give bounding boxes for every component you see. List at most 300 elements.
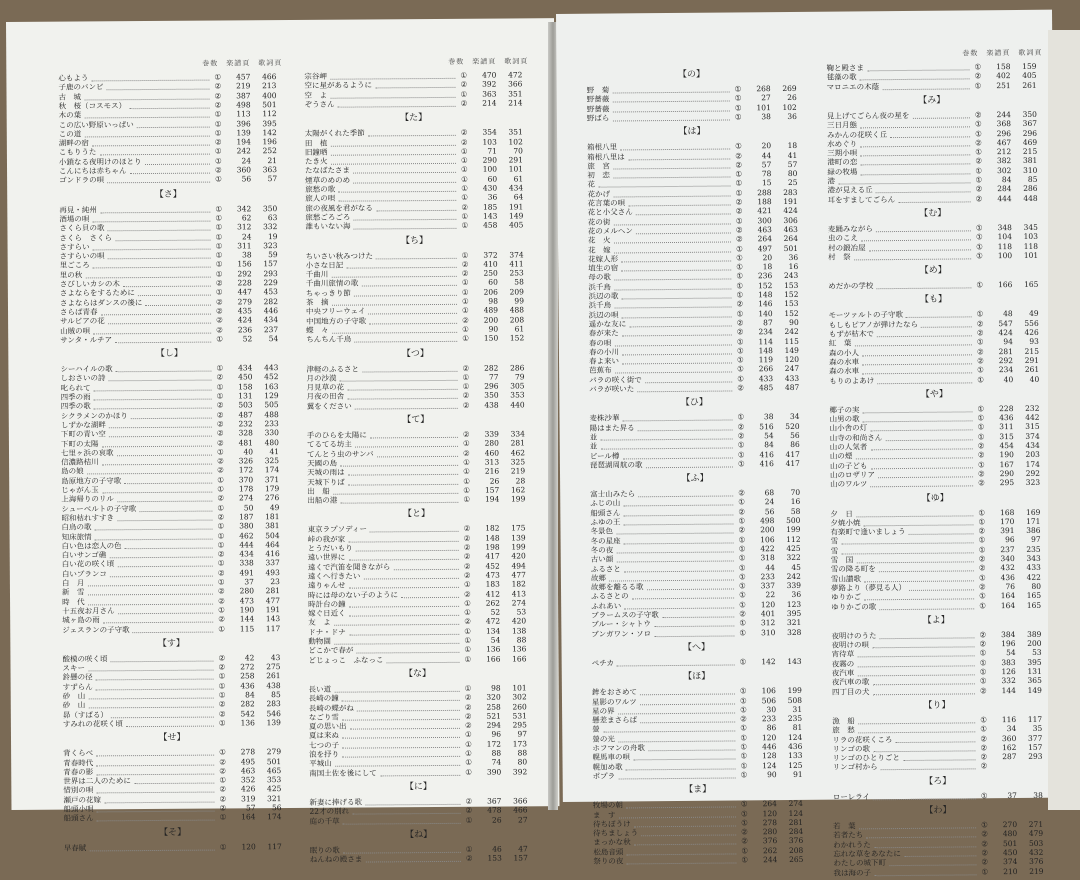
lyrics-page: 54 <box>256 334 278 344</box>
volume-number: ② <box>978 526 985 536</box>
lyrics-page: 310 <box>1015 165 1037 175</box>
volume-number: ② <box>977 347 984 357</box>
score-page: 148 <box>478 533 500 543</box>
leader-dots <box>618 767 735 779</box>
volume-number: ① <box>466 845 473 855</box>
song-title: 叱られて <box>61 383 91 393</box>
song-title: 待ちましょう <box>593 828 638 838</box>
lyrics-page: 152 <box>776 290 798 300</box>
volume-number: ② <box>464 617 471 627</box>
volume-number: ① <box>215 232 222 242</box>
volume-number: ① <box>219 690 226 700</box>
song-title: 森の水車 <box>829 367 859 377</box>
leader-dots <box>97 810 215 822</box>
lyrics-page: 139 <box>504 533 526 543</box>
score-page: 183 <box>478 580 500 590</box>
song-title: シューベルトの子守歌 <box>61 504 136 515</box>
volume-number: ① <box>737 365 744 375</box>
song-title: 瀬戸の花嫁 <box>63 795 101 805</box>
song-title: 待ちぼうけ <box>593 819 631 829</box>
song-title: 遠くで汽笛を聞きながら <box>308 562 391 573</box>
song-title: 鈴懸の径 <box>63 673 93 683</box>
score-page: 57 <box>233 803 255 813</box>
score-page: 98 <box>479 683 501 693</box>
section-heading: 【そ】 <box>64 826 282 840</box>
score-page: 390 <box>479 767 501 777</box>
volume-number: ① <box>741 818 748 828</box>
leader-dots <box>365 851 460 863</box>
lyrics-page: 86 <box>778 440 800 450</box>
song-title: スキー <box>62 664 85 674</box>
volume-number: ① <box>219 718 226 728</box>
song-title: 背くらべ <box>63 749 93 759</box>
volume-number: ② <box>980 743 987 753</box>
score-page: 372 <box>476 250 498 260</box>
volume-number: ① <box>978 517 985 527</box>
section-heading: 【ま】 <box>593 783 803 797</box>
volume-number: ① <box>216 251 223 261</box>
lyrics-page: 479 <box>1021 829 1043 839</box>
song-title: マロニエの木蔭 <box>827 82 880 92</box>
volume-number: ② <box>464 589 471 599</box>
song-title: サンタ・ルチア <box>60 335 112 345</box>
lyrics-page: 61 <box>501 174 523 184</box>
song-title: 麦踊みながら <box>828 224 873 234</box>
song-title: わかれうた <box>833 840 871 850</box>
song-title: 白 月 <box>62 578 85 588</box>
song-title: 長い道 <box>309 685 332 695</box>
volume-number: ② <box>975 72 982 82</box>
score-page: 18 <box>750 262 772 272</box>
leader-dots <box>354 331 457 343</box>
lyrics-page: 434 <box>501 183 523 193</box>
song-title: 天城の雨は <box>307 468 345 478</box>
volume-number: ② <box>738 488 745 498</box>
score-page: 200 <box>476 315 498 325</box>
lyrics-page: 420 <box>504 617 526 627</box>
score-page: 266 <box>751 365 773 375</box>
score-page: 497 <box>750 244 772 254</box>
song-title: 月夜の田舎 <box>307 392 345 402</box>
song-title: 酸模の咲く頃 <box>62 654 107 664</box>
song-title: 野薔薇 <box>587 104 610 114</box>
lyrics-page: 433 <box>1019 563 1041 573</box>
volume-number: ① <box>980 724 987 734</box>
song-title: 夜明けの唄 <box>831 640 869 650</box>
song-title: リラの花咲くころ <box>832 735 892 746</box>
lyrics-page: 124 <box>781 808 803 818</box>
volume-number: ① <box>741 770 748 780</box>
lyrics-page: 269 <box>775 84 797 94</box>
song-title: 故郷 <box>591 573 606 583</box>
score-page: 463 <box>233 766 255 776</box>
volume-number: ① <box>464 645 471 655</box>
lyrics-page: 433 <box>777 374 799 384</box>
section-heading: 【つ】 <box>306 347 524 361</box>
volume-number: ① <box>217 391 224 401</box>
song-title: ふれあい <box>591 601 621 611</box>
score-page: 164 <box>993 601 1015 611</box>
volume-number: ② <box>981 848 988 858</box>
score-page: 367 <box>479 796 501 806</box>
volume-number: ① <box>465 684 472 694</box>
lyrics-page: 162 <box>503 485 525 495</box>
score-page: 450 <box>230 373 252 383</box>
lyrics-page: 80 <box>775 169 797 179</box>
score-page: 232 <box>231 419 253 429</box>
volume-number: ② <box>464 533 471 543</box>
volume-number: ① <box>461 147 468 157</box>
score-page: 433 <box>751 374 773 384</box>
song-title: ブラームスの子守歌 <box>591 610 659 621</box>
section-heading: 【ゆ】 <box>830 491 1040 505</box>
lyrics-page: 45 <box>779 562 801 572</box>
leader-dots <box>873 788 976 800</box>
volume-number: ① <box>735 84 742 94</box>
score-page: 278 <box>233 747 255 757</box>
score-page: 237 <box>993 545 1015 555</box>
volume-number: ① <box>739 619 746 629</box>
volume-number: ② <box>976 194 983 204</box>
lyrics-page: 25 <box>775 178 797 188</box>
song-title: まっかな秋 <box>593 838 631 848</box>
volume-number: ① <box>219 748 226 758</box>
volume-number: ② <box>219 757 226 767</box>
lyrics-page: 16 <box>778 497 800 507</box>
volume-number: ② <box>977 319 984 329</box>
section-heading: 【り】 <box>832 699 1042 713</box>
song-title: 花 嫁 <box>588 245 611 255</box>
index-entry <box>307 400 525 412</box>
score-page: 62 <box>229 213 251 223</box>
song-title: 古い顔 <box>591 555 614 565</box>
volume-number: ① <box>218 624 225 634</box>
lyrics-page: 400 <box>254 91 276 101</box>
lyrics-page: 281 <box>503 439 525 449</box>
score-page: 216 <box>477 467 499 477</box>
volume-number: ① <box>217 522 224 532</box>
volume-number: ② <box>217 457 224 467</box>
volume-number: ① <box>218 531 225 541</box>
song-title: ジェスランの子守歌 <box>62 625 129 635</box>
lyrics-page: 199 <box>504 542 526 552</box>
volume-number: ① <box>462 287 469 297</box>
score-page: 288 <box>750 188 772 198</box>
song-title: 夢路より（夢見る人） <box>831 583 906 594</box>
section-heading: 【へ】 <box>591 641 801 655</box>
volume-number: ① <box>979 591 986 601</box>
volume-number: ① <box>741 855 748 865</box>
score-page: 498 <box>752 516 774 526</box>
volume-number: ① <box>735 94 742 104</box>
score-page: 426 <box>233 785 255 795</box>
volume-number: ① <box>735 142 742 152</box>
song-title: 春の小川 <box>589 347 619 357</box>
lyrics-page: 157 <box>256 259 278 269</box>
lyrics-page: 546 <box>259 709 281 719</box>
song-title: 時には母のない子のように <box>308 590 398 601</box>
volume-number: ① <box>462 334 469 344</box>
song-title: 眠りの歌 <box>310 845 340 855</box>
song-title: 手のひらを太陽に <box>307 430 367 440</box>
score-page: 30 <box>754 705 776 715</box>
song-title: 夜明けのうた <box>831 631 876 641</box>
lyrics-page: 282 <box>256 297 278 307</box>
song-title: 空 よ <box>304 90 327 100</box>
lyrics-page: 209 <box>502 287 524 297</box>
lyrics-page: 157 <box>1020 743 1042 753</box>
score-page: 90 <box>755 770 777 780</box>
lyrics-page: 434 <box>1018 441 1040 451</box>
score-page: 244 <box>989 110 1011 120</box>
lyrics-page: 203 <box>1018 450 1040 460</box>
volume-number: ① <box>217 484 224 494</box>
volume-number: ① <box>741 809 748 819</box>
score-page: 450 <box>995 848 1017 858</box>
score-page: 434 <box>230 363 252 373</box>
volume-number: ① <box>215 156 222 166</box>
volume-number: ① <box>218 577 225 587</box>
score-page: 452 <box>478 561 500 571</box>
lyrics-page: 36 <box>775 112 797 122</box>
song-title: 夕 日 <box>830 509 853 519</box>
song-title: 祭りの夜 <box>593 856 623 866</box>
volume-number: ① <box>219 672 226 682</box>
song-title: 昴（すばる） <box>63 710 108 720</box>
score-page: 436 <box>992 413 1014 423</box>
score-page: 134 <box>478 626 500 636</box>
volume-number: ② <box>736 207 743 217</box>
volume-number: ② <box>980 734 987 744</box>
volume-number: ① <box>219 776 226 786</box>
lyrics-page: 424 <box>776 206 798 216</box>
volume-number: ① <box>977 310 984 320</box>
volume-number: ② <box>466 854 473 864</box>
lyrics-page: 70 <box>501 146 523 156</box>
lyrics-page: 36 <box>776 253 798 263</box>
score-page: 190 <box>232 605 254 615</box>
volume-number: ② <box>464 571 471 581</box>
song-title: さくら さくら <box>59 233 112 243</box>
song-title: 山の子ども <box>830 461 868 471</box>
song-title: 世界は二人のために <box>63 776 131 786</box>
song-title: ブルー・シャトウ <box>591 619 651 630</box>
lyrics-page: 440 <box>503 400 525 410</box>
lyrics-page: 261 <box>1017 365 1039 375</box>
lyrics-page: 477 <box>258 596 280 606</box>
volume-number: ② <box>218 663 225 673</box>
score-page: 194 <box>477 495 499 505</box>
song-title: さびしいカシの木 <box>60 279 120 289</box>
lyrics-page: 200 <box>1019 639 1041 649</box>
song-title: 砂 山 <box>63 691 86 701</box>
song-title: 上海帰りのリル <box>61 495 114 505</box>
score-page: 166 <box>478 654 500 664</box>
song-title: 峠の我が家 <box>308 534 346 544</box>
left-page <box>6 18 559 810</box>
lyrics-page: 556 <box>1017 318 1039 328</box>
score-page: 120 <box>754 733 776 743</box>
song-title: 有楽町で逢いましょう <box>830 527 905 538</box>
score-page: 188 <box>750 197 772 207</box>
leader-dots <box>898 191 970 203</box>
lyrics-page: 422 <box>1019 572 1041 582</box>
lyrics-page: 488 <box>257 410 279 420</box>
song-title: ふゆの王 <box>590 517 620 527</box>
volume-number: ① <box>978 432 985 442</box>
song-title: 陽はまた昇る <box>590 423 635 433</box>
volume-number: ② <box>217 419 224 429</box>
lyrics-page: 480 <box>257 438 279 448</box>
lyrics-page: 53 <box>1020 648 1042 658</box>
leader-dots <box>107 172 210 184</box>
score-page: 272 <box>232 662 254 672</box>
song-title: 南国土佐を後にして <box>309 768 377 778</box>
volume-number: ② <box>218 587 225 597</box>
score-page: 90 <box>476 324 498 334</box>
volume-number: ① <box>739 600 746 610</box>
volume-number: ① <box>736 262 743 272</box>
score-page: 206 <box>476 287 498 297</box>
lyrics-page: 79 <box>502 372 524 382</box>
volume-number: ② <box>462 269 469 279</box>
volume-number: ② <box>465 721 472 731</box>
lyrics-page: 175 <box>504 524 526 534</box>
song-title: 友 よ <box>308 618 331 628</box>
lyrics-page: 64 <box>501 193 523 203</box>
lyrics-page: 26 <box>775 93 797 103</box>
score-page: 190 <box>992 450 1014 460</box>
score-page: 444 <box>232 540 254 550</box>
song-title: 遠くへ行きたい <box>308 571 361 581</box>
lyrics-page: 442 <box>1018 413 1040 423</box>
index-entry <box>306 334 524 346</box>
lyrics-page: 143 <box>258 614 280 624</box>
volume-number: ① <box>463 382 470 392</box>
volume-number: ② <box>979 639 986 649</box>
lyrics-page: 466 <box>254 72 276 82</box>
lyrics-page: 70 <box>778 488 800 498</box>
score-page: 290 <box>992 469 1014 479</box>
volume-number: ② <box>978 469 985 479</box>
lyrics-page: 365 <box>1020 676 1042 686</box>
volume-number: ① <box>978 413 985 423</box>
score-page: 26 <box>477 476 499 486</box>
song-title: 下町の青い空 <box>61 430 106 440</box>
score-page: 236 <box>750 272 772 282</box>
song-title: ローレライ <box>833 792 870 802</box>
volume-number: ② <box>975 157 982 167</box>
lyrics-page: 520 <box>778 421 800 431</box>
song-title: 花嫁人形 <box>588 254 618 264</box>
volume-number: ① <box>737 346 744 356</box>
song-title: 虫のこえ <box>828 234 858 244</box>
volume-number: ② <box>463 391 470 401</box>
index-entry <box>828 280 1038 292</box>
volume-number: ② <box>464 552 471 562</box>
score-page: 481 <box>231 438 253 448</box>
score-page: 86 <box>754 723 776 733</box>
score-page: 311 <box>230 241 252 251</box>
song-title: 琵琶湖周航の歌 <box>590 460 643 470</box>
volume-number: ② <box>219 700 226 710</box>
score-page: 470 <box>474 71 496 81</box>
song-title: 四丁目の犬 <box>832 687 870 697</box>
score-page: 56 <box>752 507 774 517</box>
volume-number: ① <box>462 250 469 260</box>
volume-number: ① <box>464 636 471 646</box>
lyrics-page: 58 <box>778 507 800 517</box>
score-page: 503 <box>231 401 253 411</box>
lyrics-page: 38 <box>1021 790 1043 800</box>
index-entry <box>833 761 1043 773</box>
volume-number: ② <box>976 185 983 195</box>
song-title: 動物園 <box>308 637 331 647</box>
index-column-3 <box>586 12 803 802</box>
volume-number: ① <box>738 450 745 460</box>
volume-number: ① <box>461 193 468 203</box>
score-page: 157 <box>477 485 499 495</box>
song-title: 雪の降る町を <box>831 565 876 575</box>
volume-number: ① <box>466 815 473 825</box>
score-page: 100 <box>990 251 1012 261</box>
leader-dots <box>854 248 971 260</box>
song-title: ちゃっきり節 <box>306 288 351 298</box>
lyrics-page: 143 <box>780 657 802 667</box>
volume-number: ① <box>741 800 748 810</box>
volume-number: ② <box>980 752 987 762</box>
lyrics-page: 505 <box>257 400 279 410</box>
volume-number: ① <box>463 495 470 505</box>
song-title: 幌加め歌 <box>593 762 623 772</box>
lyrics-page: 281 <box>258 586 280 596</box>
score-page: 40 <box>991 375 1013 385</box>
lyrics-page: 416 <box>258 549 280 559</box>
score-page: 167 <box>992 460 1014 470</box>
lyrics-page: 275 <box>258 662 280 672</box>
song-title: 旅人の唄 <box>305 194 335 204</box>
volume-number: ② <box>216 297 223 307</box>
score-page: 168 <box>992 508 1014 518</box>
volume-number: ① <box>217 475 224 485</box>
volume-number: ① <box>464 580 471 590</box>
section-heading: 【と】 <box>307 508 525 522</box>
volume-number: ② <box>738 526 745 536</box>
volume-number: ② <box>465 797 472 807</box>
index-entry <box>310 815 528 827</box>
lyrics-page: 395 <box>779 609 801 619</box>
lyrics-page: 27 <box>506 815 528 825</box>
lyrics-page: 264 <box>776 234 798 244</box>
lyrics-page: 261 <box>1015 80 1037 90</box>
score-page: 20 <box>749 141 771 151</box>
song-title: 嫁ぐ日近く <box>308 609 346 619</box>
score-page: 212 <box>989 147 1011 157</box>
score-page: 96 <box>993 535 1015 545</box>
song-title: ちいさい秋みつけた <box>306 251 373 261</box>
song-title: 初 恋 <box>587 171 610 181</box>
song-title: 昭和枯れすすき <box>61 513 114 523</box>
volume-number: ① <box>981 791 988 801</box>
section-heading: 【ろ】 <box>833 774 1043 788</box>
volume-number: ② <box>217 512 224 522</box>
volume-number: ① <box>461 165 468 175</box>
lyrics-page: 389 <box>1019 630 1041 640</box>
song-title: 中国地方の子守歌 <box>306 316 366 326</box>
score-page: 219 <box>228 82 250 92</box>
song-title: 小さな日記 <box>306 260 344 270</box>
song-title: リンゴのひとりごと <box>832 753 900 764</box>
